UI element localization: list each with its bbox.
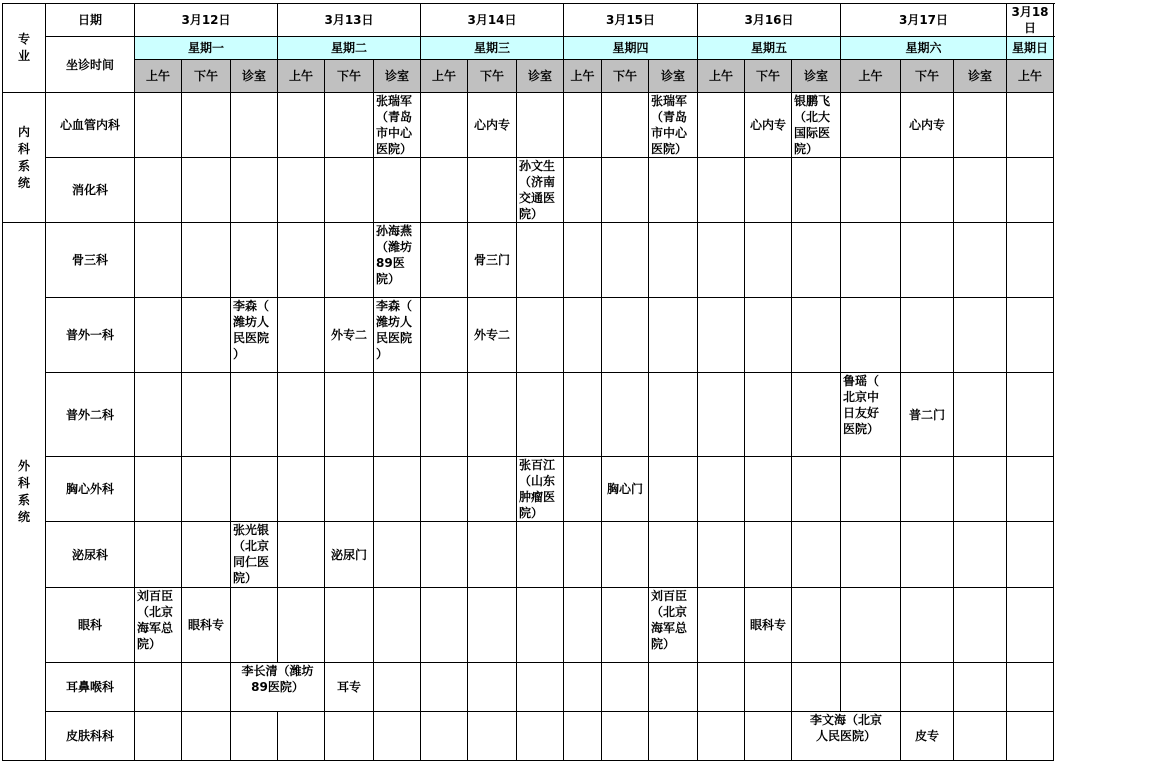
schedule-cell [182,457,231,522]
schedule-cell [745,663,792,712]
date-header: 3月14日 [421,4,564,37]
afternoon-slot-header: 下午 [468,60,517,93]
schedule-cell [374,588,421,663]
doctor-cell: 张百江 （山东 肿瘤医 院） [517,457,564,522]
schedule-cell [841,588,901,663]
schedule-cell [182,298,231,373]
schedule-cell [182,712,231,761]
schedule-cell [517,93,564,158]
schedule-cell [517,588,564,663]
schedule-cell [649,298,698,373]
schedule-cell [954,298,1007,373]
schedule-cell [745,223,792,298]
schedule-cell [745,158,792,223]
afternoon-slot-header: 下午 [901,60,954,93]
schedule-cell [517,373,564,457]
doctor-cell: 刘百臣 （北京 海军总 院） [135,588,182,663]
schedule-cell [649,158,698,223]
schedule-cell [421,588,468,663]
schedule-cell [374,522,421,588]
department-name: 普外一科 [46,298,135,373]
schedule-cell [231,588,278,663]
schedule-cell [792,588,841,663]
department-name: 皮肤科科 [46,712,135,761]
department-name: 泌尿科 [46,522,135,588]
schedule-cell [1007,663,1054,712]
doctor-cell: 孙海燕 （潍坊 89医 院） [374,223,421,298]
weekday-header: 星期六 [841,37,1007,60]
schedule-cell [278,373,325,457]
schedule-cell [1007,522,1054,588]
date-header: 3月13日 [278,4,421,37]
schedule-cell [135,712,182,761]
schedule-cell [954,93,1007,158]
schedule-cell [841,298,901,373]
schedule-cell [421,373,468,457]
schedule-cell [698,588,745,663]
schedule-cell [374,158,421,223]
schedule-cell [135,522,182,588]
schedule-cell [564,522,602,588]
schedule-cell [698,663,745,712]
specialty-header: 专 业 [3,4,46,93]
doctor-cell: 银鹏飞 （北大 国际医 院） [792,93,841,158]
schedule-cell [421,457,468,522]
schedule-cell [745,457,792,522]
schedule-cell [231,457,278,522]
schedule-cell [231,93,278,158]
schedule-cell [698,298,745,373]
schedule-cell [374,663,421,712]
schedule-cell [792,522,841,588]
department-name: 心血管内科 [46,93,135,158]
system-group-label: 外 科 系 统 [3,223,46,761]
schedule-cell [517,298,564,373]
schedule-cell [468,712,517,761]
clinic-room-cell: 耳专 [325,663,374,712]
schedule-cell [1007,158,1054,223]
schedule-cell [792,457,841,522]
schedule-cell [564,663,602,712]
schedule-cell [649,663,698,712]
schedule-cell [901,223,954,298]
schedule-cell [792,373,841,457]
clinic-room-cell: 骨三门 [468,223,517,298]
department-name: 消化科 [46,158,135,223]
schedule-cell [182,373,231,457]
schedule-cell [182,522,231,588]
schedule-cell [954,457,1007,522]
doctor-cell: 张瑞军 （青岛 市中心 医院） [374,93,421,158]
schedule-cell [602,663,649,712]
schedule-cell [278,588,325,663]
schedule-cell [954,588,1007,663]
schedule-cell [564,223,602,298]
schedule-cell [745,373,792,457]
schedule-cell [517,712,564,761]
doctor-cell: 李文海（北京 人民医院） [792,712,901,761]
schedule-cell [135,663,182,712]
schedule-cell [421,522,468,588]
schedule-cell [564,158,602,223]
schedule-cell [698,457,745,522]
schedule-cell [1007,298,1054,373]
schedule-cell [649,712,698,761]
doctor-cell: 李森（ 潍坊人 民医院 ） [231,298,278,373]
schedule-cell [698,373,745,457]
schedule-cell [182,663,231,712]
schedule-cell [278,522,325,588]
schedule-cell [954,373,1007,457]
schedule-cell [745,522,792,588]
date-header: 3月12日 [135,4,278,37]
schedule-cell [325,93,374,158]
schedule-cell [421,158,468,223]
schedule-cell [1007,712,1054,761]
date-label: 日期 [46,4,135,37]
schedule-cell [954,522,1007,588]
schedule-cell [792,663,841,712]
morning-slot-header: 上午 [698,60,745,93]
schedule-cell [135,373,182,457]
schedule-cell [564,588,602,663]
clinic-schedule-table [2,3,1054,761]
morning-slot-header: 上午 [841,60,901,93]
schedule-cell [841,457,901,522]
weekday-header: 星期一 [135,37,278,60]
schedule-cell [468,588,517,663]
schedule-cell [602,298,649,373]
schedule-cell [135,93,182,158]
schedule-cell [1007,223,1054,298]
schedule-cell [649,223,698,298]
afternoon-slot-header: 下午 [602,60,649,93]
schedule-cell [182,158,231,223]
clinic-room-cell: 心内专 [745,93,792,158]
schedule-cell [792,223,841,298]
doctor-cell: 张瑞军 （青岛 市中心 医院） [649,93,698,158]
schedule-cell [901,298,954,373]
schedule-cell [278,93,325,158]
schedule-cell [602,712,649,761]
schedule-cell [325,373,374,457]
afternoon-slot-header: 下午 [325,60,374,93]
schedule-cell [698,522,745,588]
department-name: 胸心外科 [46,457,135,522]
schedule-cell [649,457,698,522]
schedule-cell [901,663,954,712]
morning-slot-header: 上午 [1007,60,1054,93]
schedule-cell [841,522,901,588]
schedule-cell [901,522,954,588]
schedule-cell [1007,93,1054,158]
morning-slot-header: 上午 [278,60,325,93]
schedule-cell [421,712,468,761]
schedule-cell [421,298,468,373]
schedule-cell [602,373,649,457]
schedule-cell [901,158,954,223]
schedule-cell [325,158,374,223]
schedule-cell [468,522,517,588]
doctor-cell: 鲁瑶（ 北京中 日友好 医院） [841,373,901,457]
clinic-room-cell: 眼科专 [182,588,231,663]
afternoon-slot-header: 下午 [182,60,231,93]
schedule-cell [374,712,421,761]
clinic-room-cell: 普二门 [901,373,954,457]
system-group-label: 内 科 系 统 [3,93,46,223]
schedule-cell [564,373,602,457]
schedule-cell [745,298,792,373]
schedule-cell [602,93,649,158]
schedule-cell [698,223,745,298]
schedule-cell [841,223,901,298]
clinic-room-cell: 泌尿门 [325,522,374,588]
schedule-cell [278,158,325,223]
clinic-room-cell: 心内专 [901,93,954,158]
clinic-room-cell: 心内专 [468,93,517,158]
schedule-cell [182,223,231,298]
schedule-cell [468,158,517,223]
morning-slot-header: 上午 [135,60,182,93]
schedule-cell [1007,588,1054,663]
schedule-cell [841,663,901,712]
schedule-cell [517,522,564,588]
schedule-cell [602,588,649,663]
doctor-cell: 刘百臣 （北京 海军总 院） [649,588,698,663]
schedule-cell [325,457,374,522]
schedule-cell [954,663,1007,712]
schedule-cell [135,457,182,522]
doctor-cell: 孙文生 （济南 交通医 院） [517,158,564,223]
schedule-cell [278,298,325,373]
weekday-header: 星期三 [421,37,564,60]
schedule-cell [421,93,468,158]
room-slot-header: 诊室 [792,60,841,93]
morning-slot-header: 上午 [564,60,602,93]
schedule-cell [698,712,745,761]
doctor-cell: 李长清（潍坊 89医院） [231,663,325,712]
schedule-cell [278,223,325,298]
schedule-cell [1007,457,1054,522]
date-header: 3月16日 [698,4,841,37]
weekday-header: 星期二 [278,37,421,60]
schedule-cell [517,663,564,712]
schedule-cell [468,457,517,522]
schedule-cell [564,93,602,158]
schedule-cell [564,457,602,522]
schedule-cell [468,663,517,712]
clinic-room-cell: 外专二 [468,298,517,373]
weekday-header: 星期四 [564,37,698,60]
schedule-cell [841,158,901,223]
schedule-cell [231,158,278,223]
schedule-cell [325,712,374,761]
schedule-cell [602,522,649,588]
schedule-cell [564,712,602,761]
date-header: 3月18日 [1007,4,1054,37]
schedule-cell [792,158,841,223]
department-name: 普外二科 [46,373,135,457]
schedule-cell [278,457,325,522]
schedule-cell [421,663,468,712]
doctor-cell: 张光银 （北京 同仁医 院） [231,522,278,588]
morning-slot-header: 上午 [421,60,468,93]
room-slot-header: 诊室 [231,60,278,93]
clinic-room-cell: 外专二 [325,298,374,373]
schedule-cell [1007,373,1054,457]
schedule-cell [564,298,602,373]
date-header: 3月15日 [564,4,698,37]
schedule-cell [698,93,745,158]
schedule-cell [602,158,649,223]
schedule-cell [231,223,278,298]
room-slot-header: 诊室 [649,60,698,93]
doctor-cell: 李森（ 潍坊人 民医院 ） [374,298,421,373]
schedule-cell [602,223,649,298]
schedule-cell [745,712,792,761]
clinic-room-cell: 皮专 [901,712,954,761]
schedule-cell [135,223,182,298]
schedule-cell [517,223,564,298]
schedule-cell [954,158,1007,223]
schedule-cell [954,712,1007,761]
schedule-cell [901,457,954,522]
schedule-cell [954,223,1007,298]
department-name: 耳鼻喉科 [46,663,135,712]
schedule-cell [231,373,278,457]
schedule-cell [135,298,182,373]
schedule-cell [231,712,278,761]
schedule-cell [135,158,182,223]
room-slot-header: 诊室 [517,60,564,93]
date-header: 3月17日 [841,4,1007,37]
schedule-cell [792,298,841,373]
schedule-cell [325,223,374,298]
schedule-cell [468,373,517,457]
schedule-cell [374,457,421,522]
clinic-room-cell: 胸心门 [602,457,649,522]
schedule-cell [421,223,468,298]
schedule-cell [374,373,421,457]
schedule-cell [841,93,901,158]
room-slot-header: 诊室 [954,60,1007,93]
room-slot-header: 诊室 [374,60,421,93]
clinic-room-cell: 眼科专 [745,588,792,663]
schedule-cell [698,158,745,223]
schedule-cell [649,373,698,457]
schedule-cell [278,712,325,761]
schedule-cell [325,588,374,663]
weekday-header: 星期日 [1007,37,1054,60]
schedule-cell [649,522,698,588]
schedule-cell [182,93,231,158]
afternoon-slot-header: 下午 [745,60,792,93]
department-name: 眼科 [46,588,135,663]
schedule-cell [901,588,954,663]
session-time-label: 坐诊时间 [46,37,135,93]
weekday-header: 星期五 [698,37,841,60]
department-name: 骨三科 [46,223,135,298]
